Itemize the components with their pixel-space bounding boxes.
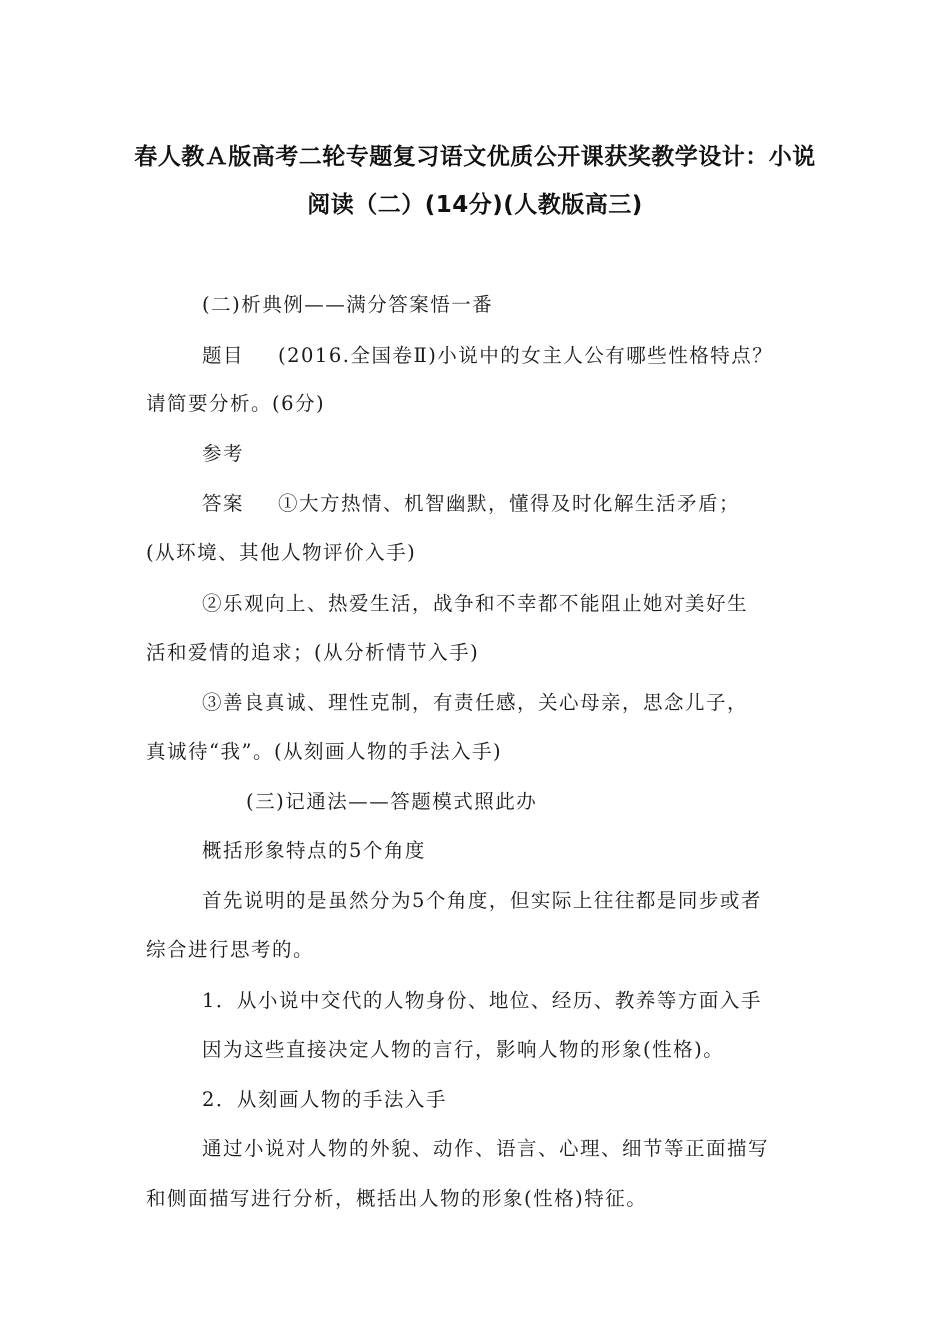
list-item-1-description: 因为这些直接决定人物的言行，影响人物的形象(性格)。 — [202, 1038, 725, 1061]
answer-label: 答案 — [202, 492, 245, 515]
answer-3-continuation: 真诚待“我”。(从刻画人物的手法入手) — [146, 740, 503, 763]
answer-2-text: ②乐观向上、热爱生活，战争和不幸都不能阻止她对美好生 — [202, 592, 749, 615]
section-heading-3: (三)记通法——答题模式照此办 — [246, 790, 538, 813]
intro-continuation: 综合进行思考的。 — [146, 938, 315, 961]
angles-heading: 概括形象特点的5个角度 — [202, 839, 426, 862]
intro-text: 首先说明的是虽然分为5个角度，但实际上往往都是同步或者 — [202, 889, 762, 912]
reference-label: 参考 — [202, 442, 245, 465]
answer-3-text: ③善良真诚、理性克制，有责任感，关心母亲，思念儿子， — [202, 691, 749, 714]
question-text: (2016.全国卷Ⅱ)小说中的女主人公有哪些性格特点？ — [278, 344, 774, 367]
list-item-1: 1．从小说中交代的人物身份、地位、经历、教养等方面入手 — [202, 989, 762, 1012]
question-label: 题目 — [202, 344, 245, 367]
list-item-2-description: 通过小说对人物的外貌、动作、语言、心理、细节等正面描写 — [202, 1137, 770, 1160]
question-line — [202, 340, 773, 368]
list-item-2: 2．从刻画人物的手法入手 — [202, 1088, 447, 1111]
section-heading-2: (二)析典例——满分答案悟一番 — [202, 293, 494, 316]
question-continuation: 请简要分析。(6分) — [146, 392, 326, 415]
answer-line-1 — [202, 488, 740, 516]
list-item-2-continuation: 和侧面描写进行分析，概括出人物的形象(性格)特征。 — [146, 1187, 648, 1210]
document-title-line-1: 春人教Ａ版高考二轮专题复习语文优质公开课获奖教学设计：小说 — [134, 144, 816, 170]
document-title-line-2: 阅读（二）(14分)(人教版高三) — [307, 192, 643, 218]
answer-1-text: ①大方热情、机智幽默，懂得及时化解生活矛盾； — [278, 492, 741, 515]
answer-1-continuation: (从环境、其他人物评价入手) — [146, 541, 417, 564]
answer-2-continuation: 活和爱情的追求；(从分析情节入手) — [146, 641, 480, 664]
